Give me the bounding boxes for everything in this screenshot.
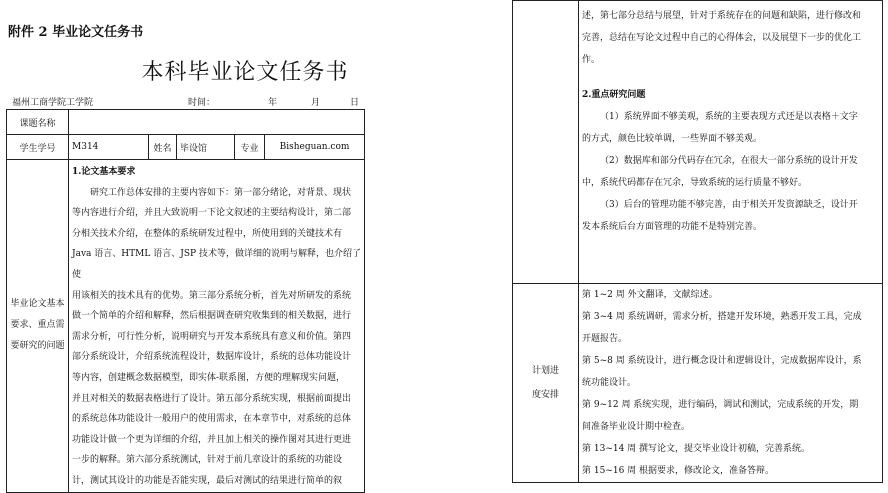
day-label: 日 bbox=[350, 98, 360, 108]
student-id-value: M314 bbox=[69, 135, 149, 160]
plan-line: 第 1~2 周 外文翻译，文献综述。 bbox=[582, 290, 718, 300]
requirements-heading: 1.论文基本要求 bbox=[72, 167, 136, 177]
name-label: 姓名 bbox=[149, 135, 177, 160]
requirements-line: 等内容进行介绍，并且大致说明一下论文叙述的主要结构设计，第二部 bbox=[72, 208, 352, 219]
right-page bbox=[496, 0, 888, 485]
key-issue-line: 发本系统后台方面管理的功能不是特别完善。 bbox=[582, 222, 763, 232]
plan-line: 第 15~16 周 根据要求，修改论文，准备答辩。 bbox=[582, 466, 775, 476]
requirements-line: 部分系统设计，介绍系统流程设计，数据库设计，系统的总体功能设计 bbox=[72, 352, 352, 363]
topic-label: 课题名称 bbox=[7, 110, 69, 135]
continued-requirements-cell bbox=[579, 1, 883, 284]
plan-cell bbox=[579, 284, 883, 483]
key-issue-line: 中，系统代码都存在冗余，导致系统的运行质量不够好。 bbox=[582, 178, 808, 188]
requirements-cell bbox=[69, 160, 365, 493]
plan-line: 统功能设计。 bbox=[582, 378, 637, 388]
school-name: 福州工商学院工学院 bbox=[12, 98, 94, 108]
year-label: 年 bbox=[268, 98, 278, 108]
continued-label-cell bbox=[513, 1, 579, 284]
key-issue-line: （1）系统界面不够美观，系统的主要表现方式还是以表格＋文字 bbox=[600, 112, 858, 122]
continued-line: 作。 bbox=[582, 55, 601, 65]
requirements-line: 等内容，创建概念数据模型，即实体-联系图，方便的理解现实问题， bbox=[72, 372, 346, 383]
requirements-line: 一步的解释。第六部分系统测试，针对于前几章设计的系统的功能设 bbox=[72, 455, 343, 466]
key-issue-line: （3）后台的管理功能不够完善，由于相关开发资源缺乏，设计开 bbox=[600, 200, 858, 210]
key-issue-line: （2）数据库和部分代码存在冗余，在很大一部分系统的设计开发 bbox=[600, 156, 858, 166]
plan-line: 第 13~14 周 撰写论文，提交毕业设计初稿，完善系统。 bbox=[582, 444, 811, 454]
requirements-line: 做一个简单的介绍和解释，然后根据调查研究收集到的相关数据，进行 bbox=[72, 311, 352, 322]
major-label: 专业 bbox=[235, 135, 265, 160]
topic-value bbox=[69, 110, 365, 135]
key-issues-heading: 2.重点研究问题 bbox=[582, 90, 646, 100]
requirements-line: 需求分析，可行性分析，说明研究与开发本系统具有意义和价值。第四 bbox=[72, 331, 352, 342]
left-page bbox=[0, 0, 380, 485]
plan-line: 第 9~12 周 系统实现，进行编码，调试和测试，完成系统的开发，期 bbox=[582, 400, 859, 410]
requirements-line: 用该相关的技术具有的优势。第三部分系统分析，首先对所研发的系统 bbox=[72, 290, 352, 301]
requirements-line: Java 语言、HTML 语言、JSP 技术等，做详细的说明与解释，也介绍了使 bbox=[72, 249, 362, 280]
major-value: Bisheguan.com bbox=[265, 135, 365, 160]
plan-line: 第 3~4 周 系统调研，需求分析，搭建开发环境，熟悉开发工具，完成 bbox=[582, 312, 862, 322]
task-table bbox=[6, 109, 365, 493]
requirements-label: 毕业论文基本要求、重点需要研究的问题 bbox=[7, 160, 69, 493]
plan-line: 间准备毕业设计期中检查。 bbox=[582, 422, 691, 432]
student-id-label: 学生学号 bbox=[7, 135, 69, 160]
time-label: 时间： bbox=[188, 98, 216, 108]
requirements-line: 研究工作总体安排的主要内容如下：第一部分绪论，对背景、现状 bbox=[90, 187, 352, 198]
task-table-continued bbox=[512, 0, 883, 483]
requirements-line: 分相关技术介绍，在整体的系统研发过程中，所使用到的关键技术有 bbox=[72, 228, 343, 239]
plan-line: 开题报告。 bbox=[582, 334, 628, 344]
page-title: 本科毕业论文任务书 bbox=[141, 60, 349, 85]
requirements-line: 的系统总体功能设计一般用户的使用需求，在本章节中，对系统的总体 bbox=[72, 414, 352, 425]
name-value: 毕设馆 bbox=[177, 135, 235, 160]
plan-label: 计划进度安排 bbox=[513, 284, 579, 483]
plan-line: 第 5~8 周 系统设计，进行概念设计和逻辑设计，完成数据库设计，系 bbox=[582, 356, 862, 366]
month-label: 月 bbox=[311, 98, 321, 108]
continued-line: 完善，总结在写论文过程中自己的心得体会，以及展望下一步的优化工 bbox=[582, 33, 862, 43]
key-issue-line: 的方式，颜色比较单调，一些界面不够美观。 bbox=[582, 134, 763, 144]
continued-line: 述，第七部分总结与展望，针对于系统存在的问题和缺陷，进行修改和 bbox=[582, 11, 862, 21]
requirements-line: 计，测试其设计的功能是否能实现，最后对测试的结果进行简单的叙 bbox=[72, 475, 343, 486]
attachment-label: 附件 2 毕业论文任务书 bbox=[8, 25, 144, 40]
requirements-line: 并且对相关的数据表格进行了设计。第五部分系统实现，根据前面提出 bbox=[72, 393, 352, 404]
requirements-line: 功能设计做一个更为详细的介绍，并且加上相关的操作图对其进行更进 bbox=[72, 434, 352, 445]
